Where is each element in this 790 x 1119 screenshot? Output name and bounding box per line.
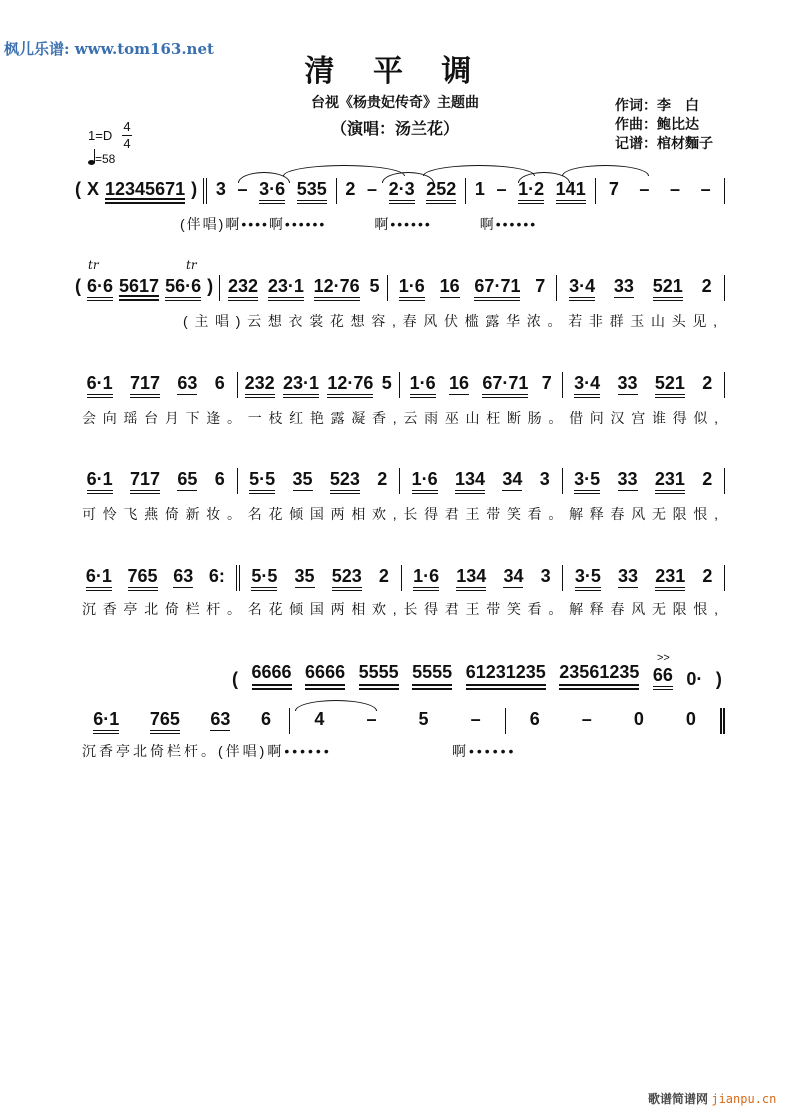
singer: （演唱：汤兰花）: [330, 121, 459, 138]
measure: [75, 468, 238, 494]
note-group: 765: [150, 708, 180, 734]
note-group: 6666: [252, 661, 292, 690]
measure: [563, 565, 725, 591]
note-group: –: [470, 709, 481, 729]
note-group: 66: [653, 664, 673, 690]
note-group: 1·6: [399, 275, 425, 301]
lyrics-line: (主唱)云想衣裳花想容,春风伏槛露华浓。若非群玉山头见,: [183, 313, 717, 329]
note-group: 523: [332, 565, 362, 591]
note-group: 7: [541, 373, 552, 393]
measure: [75, 708, 290, 734]
note-group: 67·71: [482, 372, 528, 398]
trill-mark: tr: [88, 258, 99, 272]
note-group: –: [670, 179, 681, 199]
note-group: 2: [345, 179, 356, 199]
measure: [400, 372, 563, 398]
measure: [400, 468, 563, 494]
note-group: 1: [474, 179, 485, 199]
note-group: –: [496, 179, 507, 199]
measure: [240, 565, 402, 591]
note-group: 3·5: [574, 468, 600, 494]
note-group: 2: [701, 276, 712, 296]
note-group: 6: [261, 709, 272, 729]
note-group: 23·1: [283, 372, 319, 398]
note-group: 63: [177, 373, 198, 393]
accent-mark: >>: [657, 652, 670, 664]
note-group: 35: [294, 566, 315, 586]
note-group: 12·76: [314, 275, 360, 301]
note-group: 34: [503, 566, 524, 586]
note-group: 2: [702, 469, 713, 489]
note-group: 12345671: [105, 178, 185, 204]
trill-mark: tr: [186, 258, 197, 272]
tempo: [88, 152, 115, 166]
staff-line: [75, 275, 725, 301]
quarter-note-icon: [88, 160, 95, 165]
note-group: 5: [369, 276, 380, 296]
note-group: 33: [613, 276, 634, 296]
tempo-value: =58: [95, 152, 116, 166]
note-group: 1·6: [410, 372, 436, 398]
slur: [238, 172, 290, 183]
note-group: 2: [702, 566, 713, 586]
note-group: 5·5: [251, 565, 277, 591]
time-signature: [122, 120, 132, 151]
note-group: 717: [130, 372, 160, 398]
lyrics-line: 可怜飞燕倚新妆。名花倾国两相欢,长得君王带笑看。解释春风无限恨,: [82, 506, 718, 522]
note-group: 3·5: [575, 565, 601, 591]
page-title: 清 平 调: [304, 54, 486, 89]
note-group: 16: [439, 276, 460, 296]
note-group: 252: [426, 178, 456, 204]
note-group: 6: [214, 469, 225, 489]
note-group: 6·1: [86, 565, 112, 591]
note-group: 63: [173, 566, 194, 586]
note-group: 63: [210, 709, 231, 729]
key-signature: 1=D: [88, 128, 113, 143]
note-group: 2: [702, 373, 713, 393]
footer-site: jianpu.cn: [711, 1092, 777, 1106]
note-group: (: [75, 179, 81, 199]
slur: [283, 165, 405, 176]
measure: [238, 468, 401, 494]
intro: [75, 275, 220, 301]
note-group: 523: [330, 468, 360, 494]
note-group: 67·71: [474, 275, 520, 301]
time-sig-top: 4: [123, 119, 131, 134]
note-group: (: [232, 669, 238, 689]
note-group: 521: [653, 275, 683, 301]
credit-notation: 记谱：棺材麵子: [615, 135, 713, 151]
note-group: 5: [418, 709, 429, 729]
slur: [295, 700, 377, 711]
measure: [290, 708, 505, 734]
note-group: 6·1: [93, 708, 119, 734]
note-group: 521: [655, 372, 685, 398]
note-group: 3: [539, 469, 550, 489]
measure: [563, 372, 726, 398]
note-group: –: [639, 179, 650, 199]
note-group: 61231235: [466, 661, 546, 690]
note-group: 141: [556, 178, 586, 204]
credit-music: 作曲：鲍比达: [615, 116, 699, 132]
lyrics-line: 沉香亭北倚栏杆。名花倾国两相欢,长得君王带笑看。解释春风无限恨,: [82, 601, 718, 617]
note-group: –: [700, 179, 711, 199]
note-group: 23·1: [268, 275, 304, 301]
note-group: 23561235: [559, 661, 639, 690]
note-group: 535: [297, 178, 327, 204]
note-group: 3: [215, 179, 226, 199]
note-group: 6·1: [87, 372, 113, 398]
note-group: 3·6: [259, 178, 285, 204]
note-group: 231: [655, 565, 685, 591]
note-group: 56·6: [165, 275, 201, 301]
note-group: 4: [314, 709, 325, 729]
staff-line: [75, 708, 725, 734]
measure: [402, 565, 564, 591]
note-group: 717: [130, 468, 160, 494]
note-group: 2: [378, 566, 389, 586]
credits: [615, 96, 713, 153]
staff-line: [75, 372, 725, 398]
note-group: 5: [381, 373, 392, 393]
note-group: 5555: [359, 661, 399, 690]
note-group: 6·1: [87, 468, 113, 494]
note-group: 2: [377, 469, 388, 489]
note-group: 134: [456, 565, 486, 591]
note-group: 5·5: [249, 468, 275, 494]
measure: [238, 372, 401, 398]
time-sig-bottom: 4: [123, 136, 131, 151]
note-group: 6666: [305, 661, 345, 690]
note-group: 3: [540, 566, 551, 586]
note-group: 6·6: [87, 275, 113, 301]
measure: [557, 275, 725, 301]
lyrics-line: 会向瑶台月下逢。一枝红艳露凝香,云雨巫山枉断肠。借问汉宫谁得似,: [82, 410, 718, 426]
note-group: 33: [617, 469, 638, 489]
measure: [596, 178, 725, 204]
slur: [423, 165, 535, 176]
note-group: 34: [502, 469, 523, 489]
measure: [220, 275, 388, 301]
note-group: 0: [685, 709, 696, 729]
note-group: 232: [228, 275, 258, 301]
credit-lyrics: 作词：李 白: [615, 97, 699, 113]
note-group: (: [75, 276, 81, 296]
staff-line: [75, 565, 725, 591]
note-group: X: [87, 179, 100, 199]
intro: [75, 178, 207, 204]
note-group: ): [207, 276, 214, 296]
note-group: 5617: [119, 275, 159, 301]
note-group: 5555: [412, 661, 452, 690]
note-group: ): [715, 669, 722, 689]
note-group: 35: [292, 469, 313, 489]
note-group: –: [581, 709, 592, 729]
note-group: –: [237, 179, 248, 199]
interlude: [232, 664, 722, 690]
note-group: 1·2: [518, 178, 544, 204]
note-group: 12·76: [327, 372, 373, 398]
note-group: 6:: [208, 566, 225, 586]
measure: [388, 275, 556, 301]
note-group: 7: [608, 179, 619, 199]
staff-line: [75, 468, 725, 494]
footer-site-cn: 歌谱简谱网: [648, 1092, 709, 1106]
note-group: 0: [633, 709, 644, 729]
lyrics-line: 沉香亭北倚栏杆。(伴唱)啊••••••: [82, 743, 332, 759]
note-group: 134: [455, 468, 485, 494]
lyrics-line: (伴唱)啊••••啊•••••• 啊•••••• 啊••••••: [180, 216, 538, 232]
lyrics-line: 啊••••••: [452, 743, 517, 759]
measure: [506, 708, 725, 734]
note-group: 3·4: [574, 372, 600, 398]
note-group: 1·6: [412, 468, 438, 494]
measure: [563, 468, 726, 494]
note-group: –: [366, 709, 377, 729]
subtitle: 台视《杨贵妃传奇》主题曲: [311, 94, 479, 110]
note-group: 1·6: [413, 565, 439, 591]
note-group: 765: [128, 565, 158, 591]
note-group: 33: [618, 566, 639, 586]
note-group: 33: [617, 373, 638, 393]
note-group: 2·3: [389, 178, 415, 204]
note-group: 65: [177, 469, 198, 489]
note-group: ): [191, 179, 198, 199]
note-group: 231: [655, 468, 685, 494]
note-group: 7: [535, 276, 546, 296]
note-group: 3·4: [569, 275, 595, 301]
note-group: 6: [529, 709, 540, 729]
watermark: 枫儿乐谱: www.tom163.net: [4, 40, 214, 58]
measure: [75, 565, 240, 591]
note-group: 6: [214, 373, 225, 393]
note-group: 16: [449, 373, 470, 393]
note-group: 0·: [686, 669, 703, 689]
note-group: 232: [245, 372, 275, 398]
note-group: –: [366, 179, 377, 199]
slur: [562, 165, 649, 176]
measure: [75, 372, 238, 398]
footer: [648, 1090, 776, 1107]
